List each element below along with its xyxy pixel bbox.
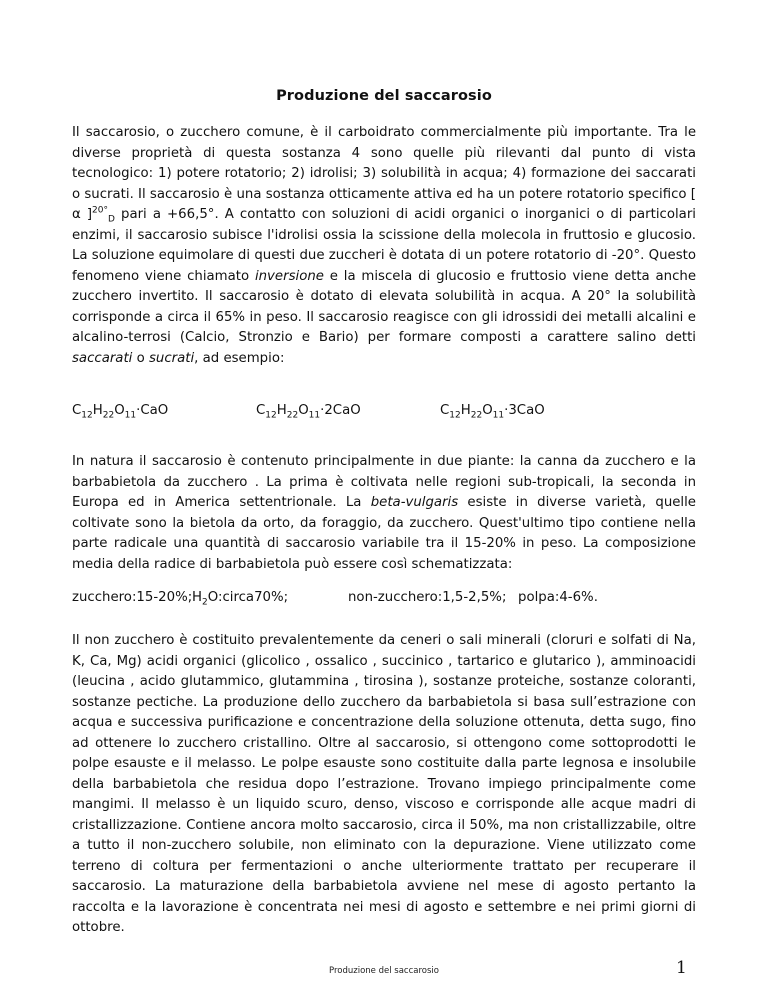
term-saccarati: saccarati [72, 350, 133, 366]
composition-water: $H_2O:circa70\%$; [192, 590, 289, 608]
p1-text-a: Il saccarosio, o zucchero comune, è il carboidrato commercialmente più importante. Tra le diverse proprietà di questa sostanza 4 sono quelle più rilevanti dal punto di vista tecnologico: 1) potere rotatorio; 2) idrolisi; 3) solubilità in acqua; 4) formazione dei saccarati o sucrati. Il saccarosio è una sostanza otticamente attiva ed ha un potere rotatorio specifico [ α ] [72, 125, 696, 222]
p2-text-a: In natura il saccarosio è contenuto principalmente in due piante: la canna da zucchero e la barbabietola da zucchero . La prima è coltivata nelle regioni sub-tropicali, la seconda in Europa ed in America settentrionale. La [72, 454, 696, 510]
p1-text-e: , ad esempio: [194, 350, 285, 366]
composition-sugar: zucchero:15-20%; [72, 590, 193, 605]
composition-non-sugar: non-zucchero:1,5-2,5%; [348, 590, 507, 605]
paragraph-properties [72, 123, 696, 369]
footer-running-title: Produzione del saccarosio [329, 966, 439, 976]
page-number: 1 [676, 958, 687, 978]
composition-pulp: polpa:4-6%. [518, 590, 598, 605]
formula-2: $C_{12}H_{22}O_{11}\cdot 2CaO$ [256, 403, 361, 421]
formula-row [72, 403, 696, 423]
p1-text-b: pari a +66,5°. A contatto con soluzioni di acidi organici o inorganici o di particolari enzimi, il saccarosio subisce l'idrolisi ossia la scissione della molecola in fruttosio e glucosio. La soluzione equimolare di questi due zuccheri è dotata di un potere rotatorio di -20°. Questo fenomeno viene chiamato [72, 207, 696, 284]
page-title: Produzione del saccarosio [276, 88, 492, 104]
formula-1: $C_{12}H_{22}O_{11}\cdot CaO$ [72, 403, 169, 421]
p1-text-c: e la miscela di glucosio e fruttosio viene detta anche zucchero invertito. Il saccarosio è dotato di elevata solubilità in acqua. A 20° la solubilità corrisponde a circa il 65% in peso. Il saccarosio reagisce con gli idrossidi dei metalli alcalini e alcalino-terrosi (Calcio, Stronzio e Bario) per formare composti a carattere salino detti [72, 268, 697, 345]
term-sucrati: sucrati [148, 350, 195, 366]
term-inversione: inversione [254, 268, 324, 284]
term-beta-vulgaris: beta-vulgaris [370, 495, 459, 510]
composition-row [72, 590, 696, 610]
paragraph-sources [72, 452, 696, 575]
formula-3: $C_{12}H_{22}O_{11}\cdot 3CaO$ [440, 403, 545, 421]
p1-superscript: 20° [92, 205, 108, 216]
p1-subscript: D [107, 214, 115, 225]
p2-text-b: esiste in diverse varietà, quelle coltivate sono la bietola da orto, da foraggio, da zucchero. Quest'ultimo tipo contiene nella parte radicale una quantità di saccarosio variabile tra il 15-20% in peso. La composizione media della radice di barbabietola può essere così schematizzata: [72, 495, 696, 572]
p1-text-d: o [132, 350, 149, 366]
paragraph-production: Il non zucchero è costituito prevalentemente da ceneri o sali minerali (cloruri e solfati di Na, K, Ca, Mg) acidi organici (glicolico , ossalico , succinico , tartarico e glutarico ), amminoacidi (leucina , acido glutammico, glutammina , tirosina ), sostanze proteiche, sostanze coloranti, sostanze pectiche. La produzione dello zucchero da barbabietola si basa sull’estrazione con acqua e successiva purificazione e concentrazione della soluzione ottenuta, detta sugo, fino ad ottenere lo zucchero cristallino. Oltre al saccarosio, si ottengono come sottoprodotti le polpe esauste e il melasso. Le polpe esauste sono costituite dalla parte legnosa e insolubile della barbabietola che residua dopo l’estrazione. Trovano impiego principalmente come mangimi. Il melasso è un liquido scuro, denso, viscoso e corrisponde alle acque madri di cristallizzazione. Contiene ancora molto saccarosio, circa il 50%, ma non cristallizzabile, oltre a tutto il non-zucchero solubile, non eliminato con la depurazione. Viene utilizzato come terreno di coltura per fermentazioni o anche ulteriormente trattato per recuperare il saccarosio. La maturazione della barbabietola avviene nel mese di agosto pertanto la raccolta e la lavorazione è concentrata nei mesi di agosto e settembre e nei primi giorni di ottobre. [72, 633, 696, 935]
